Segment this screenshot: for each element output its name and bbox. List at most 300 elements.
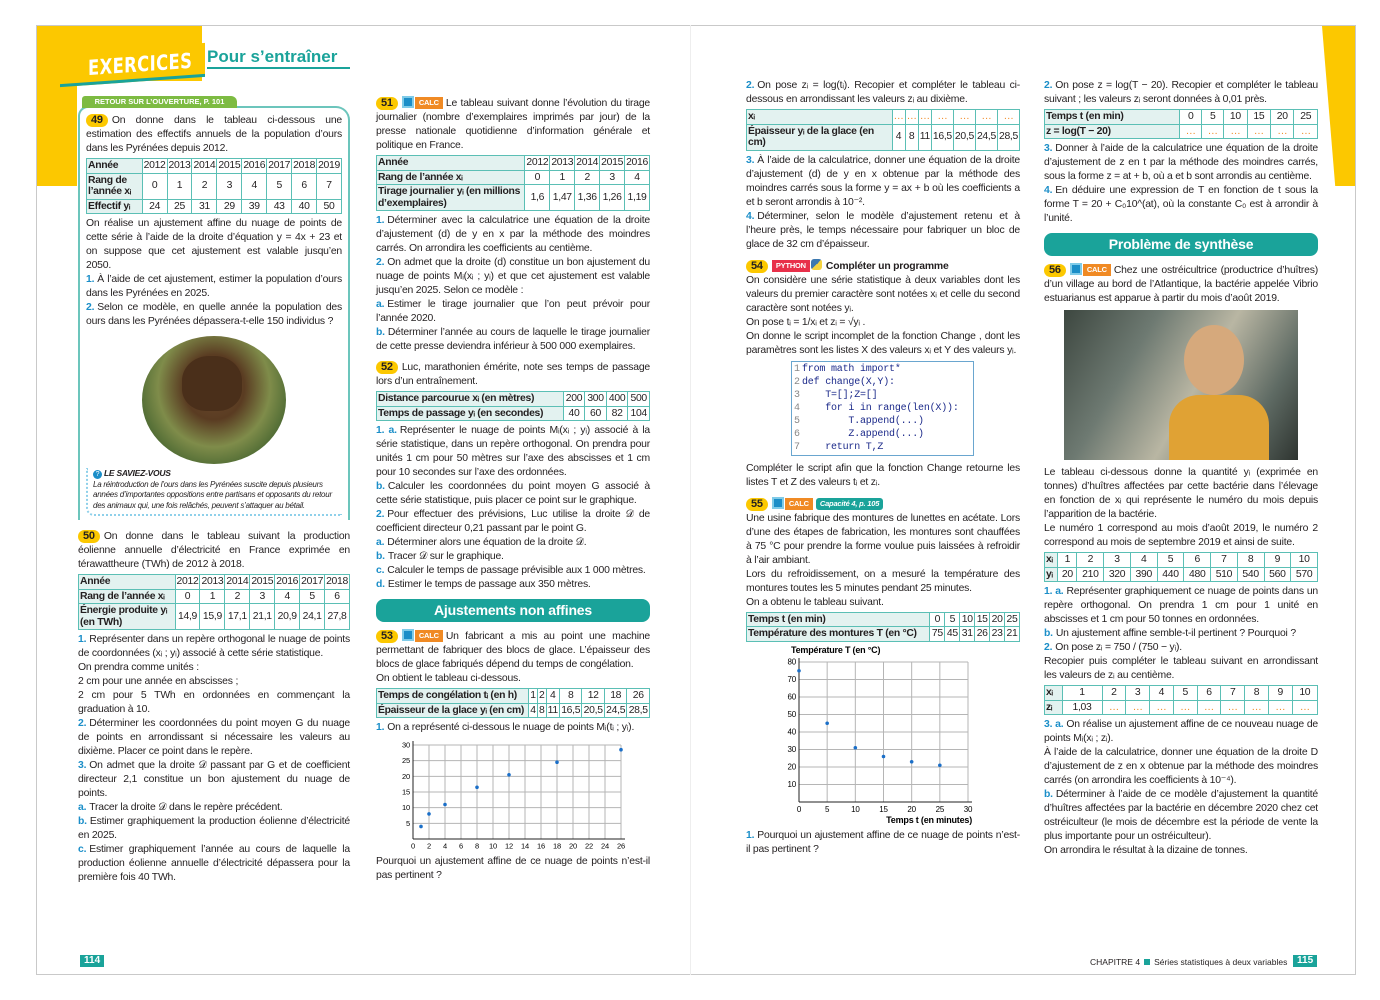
data-point xyxy=(797,668,801,672)
column-3 xyxy=(746,79,1020,864)
paragraph-text: On donne le script incomplet de la fonction Change , dont les paramètres sont les listes X des valeurs xᵢ et Y des valeurs yᵢ. xyxy=(746,330,1020,356)
table-row xyxy=(79,604,350,630)
table-cell: 40 xyxy=(563,406,585,421)
paragraph xyxy=(376,855,650,883)
exercise-intro: Luc, marathonien émérite, note ses temps de passage lors d’un entraînement. xyxy=(376,362,650,387)
question-number: 1. xyxy=(376,215,385,226)
saviez-text: La réintroduction de l’ours dans les Pyrénées suscite depuis plusieurs années d’importantes oppositions entre partisans et opposants du retour des animaux qui, une fois relâchés, peuvent s’attaquer au bétail. xyxy=(93,479,332,510)
table-cell: 2014 xyxy=(226,576,249,587)
code-line xyxy=(794,402,971,415)
table-row xyxy=(747,612,1020,627)
row-header: Année xyxy=(377,156,525,171)
table-cell: 5 xyxy=(1157,553,1184,568)
table-row xyxy=(377,689,650,704)
table-cell: 2015 xyxy=(601,157,624,168)
paragraph-text: On a obtenu le tableau suivant. xyxy=(746,596,884,608)
table-cell: 31 xyxy=(192,199,217,214)
code-line xyxy=(794,363,971,376)
paragraph-text: Déterminer, selon le modèle d’ajustement retenu et à l’heure près, le temps nécessaire pour fabriquer un bloc de glace de 32 cm d’épaisseur. xyxy=(746,210,1020,250)
code-text: T=[];Z=[] xyxy=(802,389,878,401)
table-cell: 15 xyxy=(976,613,988,625)
table-cell: 510 xyxy=(1211,567,1238,582)
question-number: 2. xyxy=(1044,642,1053,653)
y-tick-label: 10 xyxy=(402,803,410,813)
paragraph-text: On pose zᵢ = log(tᵢ). Recopier et compléter le tableau ci-dessous en arrondissant les valeurs zᵢ au dixième. xyxy=(746,80,1020,105)
table-cell: 320 xyxy=(1104,567,1131,582)
table-cell: 6 xyxy=(1197,686,1221,701)
table-cell: 8 xyxy=(1237,553,1264,568)
paragraph-text: Compléter le script afin que la fonction Change retourne les listes T et Z des valeurs tᵢ et zᵢ. xyxy=(746,462,1020,488)
table-cell: … xyxy=(1271,124,1294,139)
exercise-49-box xyxy=(78,97,350,520)
table-row xyxy=(87,173,342,199)
table-cell: 15 xyxy=(1247,110,1270,125)
banner-ajustements-non-affines: Ajustements non affines xyxy=(376,599,650,622)
paragraph xyxy=(1044,142,1318,184)
paragraph-text: Pourquoi un ajustement affine de ce nuage de points n’est-il pas pertinent ? xyxy=(376,856,650,881)
table-cell: 390 xyxy=(1130,567,1157,582)
table-cell: 2015 xyxy=(218,160,241,171)
exercise-number: 50 xyxy=(78,530,100,543)
table-cell: 2012 xyxy=(176,576,199,587)
y-tick-label: 60 xyxy=(787,692,796,702)
x-tick-label: 25 xyxy=(935,804,944,814)
question-number: c. xyxy=(78,844,87,855)
paragraph-text: Déterminer avec la calculatrice une équation de la droite d’ajustement (d) de y en x par la méthode des moindres carrés. On arrondira les coefficients au centième. xyxy=(376,215,650,254)
table-cell: … xyxy=(975,110,997,125)
table-cell: 27,8 xyxy=(325,604,350,630)
table-cell: 21 xyxy=(1006,628,1018,639)
table-cell: … xyxy=(953,110,975,125)
paragraph-text: Déterminer alors une équation de la droite 𝒟. xyxy=(387,537,587,548)
exercise-intro: Un fabricant a mis au point une machine permettant de fabriquer des blocs de glace. L’épaisseur des blocs de glace fabriqués dépend du temps de congélation. xyxy=(376,631,650,670)
paragraph-text: Estimer le temps de passage aux 350 mètres. xyxy=(387,579,591,590)
paragraph xyxy=(376,578,650,592)
table-cell: 2013 xyxy=(551,157,574,168)
code-text: return T,Z xyxy=(802,441,884,453)
paragraph-text: Recopier puis compléter le tableau suivant en arrondissant les valeurs de zᵢ au centième. xyxy=(1044,656,1318,681)
paragraph-text: On pose z = log(T − 20). Recopier et compléter le tableau suivant ; les valeurs zᵢ seront données à 0,01 près. xyxy=(1044,80,1318,105)
paragraph xyxy=(78,661,350,675)
column-4 xyxy=(1044,79,1318,865)
exercise-53-question xyxy=(376,855,650,883)
paragraph xyxy=(1044,466,1318,522)
exercise-56 xyxy=(1044,263,1318,306)
paragraph-text: On pose tᵢ = 1/xᵢ et zᵢ = √yᵢ . xyxy=(746,316,866,328)
table-cell: 1,19 xyxy=(625,185,650,211)
table-cell: 9 xyxy=(1268,686,1292,701)
question-number: 2. xyxy=(86,302,95,313)
paragraph xyxy=(376,256,650,298)
data-table xyxy=(78,574,350,630)
data-table xyxy=(376,688,650,718)
table-cell: 3 xyxy=(250,589,275,604)
table-cell: 2012 xyxy=(526,157,549,168)
row-header: Temps t (en min) xyxy=(1045,110,1180,125)
paragraph-text: Déterminer à l’aide de ce modèle d’ajustement la quantité d’huîtres affectées par la bactérie en décembre 2020 chez cet ostréiculteur (le mois de décembre est la période de vente la plus importante pour un ostréiculteur). xyxy=(1044,789,1318,842)
table-cell: 15,9 xyxy=(200,604,225,630)
line-number: 7 xyxy=(794,441,800,453)
question-number: 4. xyxy=(1044,185,1053,196)
table-cell: 5 xyxy=(267,173,292,199)
table-cell: 20,9 xyxy=(275,604,300,630)
paragraph xyxy=(1044,585,1318,627)
table-cell: 5 xyxy=(1173,686,1197,701)
row-header: Épaisseur de la glace yᵢ (en cm) xyxy=(377,703,529,718)
paragraph-text: Le tableau ci-dessous donne la quantité yᵢ (exprimée en tonnes) d’huîtres affectées par cette bactérie dans l’élevage en fonction de xᵢ qui représente le numéro du mois depuis l’apparition de la bactérie. xyxy=(1044,467,1318,520)
paragraph xyxy=(78,633,350,661)
table-cell: … xyxy=(906,111,917,122)
code-line xyxy=(794,389,971,402)
data-point xyxy=(427,812,431,816)
table-cell: 25 xyxy=(167,199,192,214)
code-line xyxy=(794,441,971,454)
exercise-number: 49 xyxy=(86,114,108,127)
table-cell: 24 xyxy=(142,199,167,214)
le-saviez-vous xyxy=(86,468,342,516)
table-cell: 7 xyxy=(1221,686,1245,701)
table-row xyxy=(377,170,650,185)
data-point xyxy=(419,825,423,829)
exercise-intro: On donne dans le tableau ci-dessous une estimation des effectifs annuels de la population d’ours dans les Pyrénées depuis 2012. xyxy=(86,115,342,154)
paragraph-text: Le numéro 1 correspond au mois d’août 2019, le numéro 2 correspond au mois de septembre 2019 et ainsi de suite. xyxy=(1044,523,1318,548)
paragraph-text: On admet que la droite 𝒟 passant par G et de coefficient directeur 2,1 constitue un bon ajustement du nuage de points. xyxy=(78,760,350,799)
row-header: zᵢ xyxy=(1045,700,1063,715)
table-cell: … xyxy=(1102,700,1126,715)
table-cell: 25 xyxy=(1294,110,1318,125)
row-header: Année xyxy=(79,575,176,590)
table-cell: 1 xyxy=(550,170,575,185)
question-number: a. xyxy=(78,802,87,813)
row-header: xᵢ xyxy=(1045,686,1063,701)
exercise-53-continued xyxy=(746,79,1020,252)
paragraph xyxy=(86,273,342,301)
exercise-55-continued xyxy=(1044,79,1318,226)
table-cell: 2 xyxy=(538,690,545,701)
exercise-header xyxy=(376,361,650,389)
y-tick-label: 80 xyxy=(787,657,796,667)
table-cell: 16,5 xyxy=(931,124,953,150)
paragraph-text: On prendra comme unités : xyxy=(78,662,199,673)
row-header: Temps de congélation tᵢ (en h) xyxy=(377,689,529,704)
table-cell: 20,5 xyxy=(953,124,975,150)
table-cell: 20,5 xyxy=(583,704,603,716)
x-tick-label: 15 xyxy=(878,804,888,814)
table-cell: 20 xyxy=(1058,567,1077,582)
section-subtitle: Pour s’entraîner xyxy=(207,47,350,69)
footer xyxy=(1090,956,1287,968)
paragraph-text: On pose zᵢ = 750 / (750 − yᵢ). xyxy=(1055,642,1182,653)
y-tick-label: 40 xyxy=(787,727,796,737)
table-cell: 104 xyxy=(628,406,650,421)
table-cell: 17,1 xyxy=(225,604,250,630)
question-number: b. xyxy=(376,551,385,562)
row-header: Temps t (en min) xyxy=(747,612,930,627)
table-cell: 300 xyxy=(585,392,607,407)
x-tick-label: 26 xyxy=(617,841,625,851)
python-tag: PYTHON xyxy=(772,260,810,272)
paragraph xyxy=(376,480,650,508)
table-cell: 4 xyxy=(530,704,536,716)
exercise-51 xyxy=(376,96,650,354)
line-number: 2 xyxy=(794,376,800,388)
table-cell: 2015 xyxy=(251,576,274,587)
row-header: Énergie produite yᵢ (en TWh) xyxy=(79,604,176,630)
x-tick-label: 12 xyxy=(505,841,513,851)
paragraph xyxy=(78,801,350,815)
table-cell: 24,5 xyxy=(606,704,626,716)
paragraph-text: Estimer graphiquement l’année au cours de laquelle la production éolienne annuelle d’électricité dépassera pour la première fois 40 TWh. xyxy=(78,844,350,883)
paragraph xyxy=(376,424,650,480)
table-row xyxy=(377,406,650,421)
table-cell: 4 xyxy=(1130,553,1157,568)
table-cell: 5 xyxy=(300,589,325,604)
table-cell: 0 xyxy=(175,589,200,604)
table-cell: 0 xyxy=(525,170,550,185)
paragraph xyxy=(1044,788,1318,844)
code-text: def change(X,Y): xyxy=(802,376,895,388)
y-tick-label: 5 xyxy=(406,818,410,828)
row-header: xᵢ xyxy=(1045,553,1058,568)
table-cell: … xyxy=(997,110,1019,125)
x-tick-label: 30 xyxy=(963,804,972,814)
code-text: T.append(...) xyxy=(802,415,924,427)
table-cell: 3 xyxy=(217,173,242,199)
x-tick-label: 5 xyxy=(824,804,829,814)
paragraph-text: Calculer le temps de passage prévisible aux 1 000 mètres. xyxy=(387,565,646,576)
paragraph xyxy=(78,815,350,843)
table-cell: … xyxy=(1180,124,1202,139)
paragraph xyxy=(376,326,650,354)
row-header: Rang de l’année xᵢ xyxy=(377,170,525,185)
table-row xyxy=(747,627,1020,642)
table-cell: 480 xyxy=(1184,567,1211,582)
paragraph-text: On a représenté ci-dessous le nuage de points Mᵢ(tᵢ ; yᵢ). xyxy=(387,722,635,733)
x-tick-label: 20 xyxy=(569,841,577,851)
table-cell: 2 xyxy=(575,170,600,185)
question-number: b. xyxy=(1044,789,1053,800)
table-cell: 3 xyxy=(1104,553,1131,568)
saviez-title: LE SAVIEZ-VOUS xyxy=(103,468,171,478)
paragraph xyxy=(746,330,1020,358)
paragraph-text: On obtient le tableau ci-dessous. xyxy=(376,673,521,684)
calculator-icon xyxy=(402,629,414,641)
table-cell: 560 xyxy=(1264,567,1291,582)
table-cell: 4 xyxy=(1150,686,1174,701)
table-cell: 14,9 xyxy=(175,604,200,630)
paragraph xyxy=(746,462,1020,490)
line-number: 3 xyxy=(794,389,800,401)
paragraph xyxy=(1044,79,1318,107)
table-cell: … xyxy=(1268,700,1292,715)
y-tick-label: 10 xyxy=(787,779,796,789)
table-cell: 570 xyxy=(1291,567,1318,582)
table-cell: … xyxy=(1150,700,1174,715)
table-cell: … xyxy=(1292,700,1317,715)
table-row xyxy=(1045,686,1318,701)
table-cell: 11 xyxy=(918,124,931,150)
table-cell: 60 xyxy=(585,406,607,421)
table-cell: … xyxy=(1126,700,1150,715)
table-cell: 10 xyxy=(1291,553,1318,568)
paragraph-text: Estimer le tirage journalier que l’on peut prévoir pour l’année 2020. xyxy=(376,299,650,324)
data-point xyxy=(507,773,511,777)
question-number: 2. xyxy=(746,80,755,91)
table-cell: 10 xyxy=(1292,686,1317,701)
table-cell: 2014 xyxy=(193,160,216,171)
paragraph-text: Déterminer l’année au cours de laquelle le tirage journalier de cette presse deviendra inférieur à 500 000 exemplaires. xyxy=(376,327,650,352)
table-cell: 50 xyxy=(317,199,342,214)
paragraph-text: On considère une série statistique à deux variables dont les valeurs du premier caractère sont notées xᵢ et celle du second caractère sont notées yᵢ. xyxy=(746,274,1020,314)
table-cell: 8 xyxy=(1245,686,1269,701)
paragraph xyxy=(78,843,350,885)
table-cell: … xyxy=(1247,124,1270,139)
table-cell: 20 xyxy=(991,613,1003,625)
paragraph-text: Calculer les coordonnées du point moyen G associé à cette série statistique, puis placer ce point sur le graphique. xyxy=(376,481,650,506)
table-cell: 2 xyxy=(1102,686,1126,701)
table-cell: 5 xyxy=(1202,110,1224,125)
exercise-header xyxy=(746,497,1020,512)
calculator-icon xyxy=(772,497,784,509)
exercise-intro: On donne dans le tableau suivant la production éolienne annuelle d’électricité en France exprimée en térawattheure (TWh) de 2012 à 2018. xyxy=(78,531,350,570)
x-tick-label: 24 xyxy=(601,841,609,851)
table-cell: 31 xyxy=(961,628,973,639)
question-number: 3. xyxy=(78,760,87,771)
paragraph-text: Un ajustement affine semble-t-il pertinent ? Pourquoi ? xyxy=(1055,628,1296,639)
row-header: Année xyxy=(87,159,143,174)
paragraph xyxy=(86,301,342,329)
code-line xyxy=(794,428,971,441)
x-tick-label: 20 xyxy=(906,804,916,814)
exercise-number: 53 xyxy=(376,630,398,643)
data-point xyxy=(853,745,857,749)
table-cell: 2019 xyxy=(318,160,340,171)
y-tick-label: 20 xyxy=(787,762,796,772)
python-code-block xyxy=(791,361,974,456)
exercise-55-question xyxy=(746,829,1020,857)
paragraph xyxy=(376,508,650,536)
question-number: 1. xyxy=(746,829,755,841)
table-cell: 200 xyxy=(563,392,585,407)
paragraph-text: Tracer la droite 𝒟 dans le repère précédent. xyxy=(89,802,283,813)
y-tick-label: 50 xyxy=(787,709,796,719)
table-cell: 11 xyxy=(547,704,558,716)
table-cell: 3 xyxy=(600,170,625,185)
code-text: Z.append(...) xyxy=(802,428,924,440)
exercise-55 xyxy=(746,497,1020,642)
row-header: Température des montures T (en °C) xyxy=(747,627,930,642)
question-icon: ? xyxy=(93,470,102,479)
table-row xyxy=(1045,553,1318,568)
table-cell: 6 xyxy=(292,173,317,199)
x-tick-label: 6 xyxy=(459,841,463,851)
paragraph-text: 2 cm pour une année en abscisses ; xyxy=(78,676,239,687)
paragraph xyxy=(1044,641,1318,655)
exercise-56-continued xyxy=(1044,466,1318,858)
table-cell: 2017 xyxy=(301,576,324,587)
table-row xyxy=(1045,110,1318,125)
code-text: for i in range(len(X)): xyxy=(802,402,959,414)
table-cell: … xyxy=(1173,700,1197,715)
question-number: 2. xyxy=(376,509,385,520)
table-cell: … xyxy=(1221,700,1245,715)
question-number: 2. xyxy=(1044,80,1053,91)
page-number-left: 114 xyxy=(80,955,104,967)
python-logo-icon xyxy=(811,259,822,270)
x-tick-label: 0 xyxy=(796,804,801,814)
row-header: Effectif yᵢ xyxy=(87,199,143,214)
table-cell: 82 xyxy=(606,406,628,421)
table-cell: 9 xyxy=(1264,553,1291,568)
data-point xyxy=(555,760,559,764)
banner-probleme-synthese: Problème de synthèse xyxy=(1044,233,1318,256)
table-row xyxy=(747,110,1020,125)
paragraph xyxy=(376,721,650,735)
page-number-right: 115 xyxy=(1293,955,1317,967)
paragraph xyxy=(376,672,650,686)
table-cell: 6 xyxy=(325,589,350,604)
table-cell: 45 xyxy=(946,628,958,639)
paragraph-text: Tracer 𝒟 sur le graphique. xyxy=(387,551,504,562)
table-cell: 2016 xyxy=(276,576,299,587)
temperature-chart xyxy=(776,645,991,827)
question-number: 4. xyxy=(746,210,755,222)
table-cell: … xyxy=(1294,124,1318,139)
paragraph xyxy=(376,298,650,326)
table-cell: 2 xyxy=(192,173,217,199)
calculator-icon xyxy=(1070,263,1082,275)
data-point xyxy=(909,759,913,763)
row-header: yᵢ xyxy=(1045,567,1058,582)
paragraph xyxy=(1044,522,1318,550)
table-cell: 210 xyxy=(1077,567,1104,582)
paragraph-text: Déterminer les coordonnées du point moyen G du nuage de points en arrondissant si nécessaire les valeurs au dixième. Placer ce point dans le repère. xyxy=(78,718,350,757)
paragraph-text: Représenter le nuage de points Mᵢ(xᵢ ; yᵢ) associé à la série statistique, dans un repère orthogonal. On prendra pour unités 1 cm pour 50 mètres sur l’axe des abscisses et 1 cm pour 10 secondes sur l’axe des ordonnées. xyxy=(376,425,651,478)
exercise-intro: Le tableau suivant donne l’évolution du tirage journalier (nombre d’exemplaires imprimés par jour) de la presse nationale quotidienne d’information générale et politique en France. xyxy=(376,98,650,151)
x-tick-label: 2 xyxy=(427,841,431,851)
paragraph-text: 2 cm pour 5 TWh en ordonnées en commençant la graduation à 10. xyxy=(78,690,350,715)
table-cell: 1,26 xyxy=(600,185,625,211)
question-number: 1. xyxy=(78,634,87,645)
bear-photo xyxy=(142,336,286,464)
question-number: b. xyxy=(376,481,385,492)
x-tick-label: 22 xyxy=(585,841,593,851)
table-cell: 25 xyxy=(1006,613,1018,625)
paragraph-text: Pourquoi un ajustement affine de ce nuage de points n’est-il pas pertinent ? xyxy=(746,829,1020,855)
question-number: b. xyxy=(78,816,87,827)
paragraph xyxy=(1044,844,1318,858)
ice-thickness-chart xyxy=(393,737,633,853)
table-row xyxy=(377,156,650,171)
x-tick-label: 8 xyxy=(475,841,479,851)
table-cell: 16,5 xyxy=(561,704,581,716)
calculator-icon xyxy=(402,96,414,108)
y-tick-label: 15 xyxy=(402,787,410,797)
table-cell: 1,03 xyxy=(1062,700,1102,715)
exercise-intro: Chez une ostréicultrice (productrice d’huîtres) d’un village au bord de l’Atlantique, la bactérie appelée Vibrio estuarianus est apparue à partir du mois d’août 2019. xyxy=(1044,265,1318,304)
question-number: 1. a. xyxy=(1044,586,1064,597)
table-row xyxy=(87,159,342,174)
row-header: Rang de l’année xᵢ xyxy=(87,173,143,199)
exercise-header xyxy=(78,530,350,572)
exercise-intro: Compléter un programme xyxy=(825,260,949,272)
data-table xyxy=(746,109,1020,151)
question-number: 3. xyxy=(1044,143,1053,154)
table-cell: 2 xyxy=(225,589,250,604)
footer-title: Séries statistiques à deux variables xyxy=(1154,957,1288,967)
paragraph xyxy=(86,217,342,273)
code-text: from math import* xyxy=(802,363,901,375)
